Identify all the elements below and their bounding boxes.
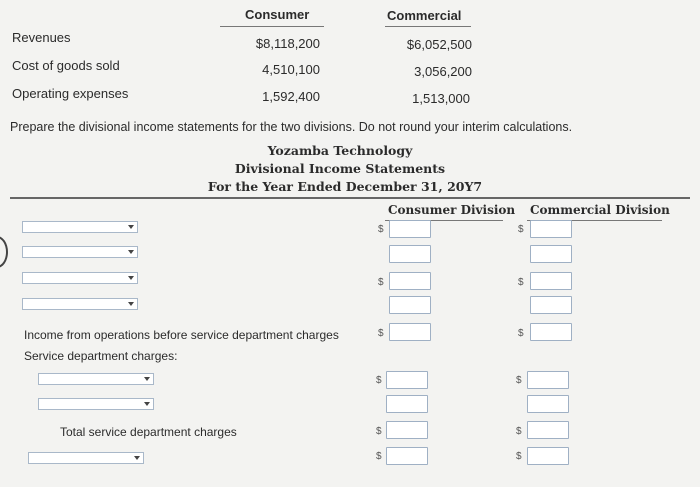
row-opex-label: Operating expenses — [12, 86, 129, 101]
consumer-final-input[interactable] — [386, 447, 428, 465]
row-cogs-label: Cost of goods sold — [12, 58, 120, 73]
row-cogs-consumer: 4,510,100 — [262, 62, 320, 77]
total-service-charges-label: Total service department charges — [60, 425, 237, 439]
commercial-header-rule — [385, 26, 471, 27]
commercial-input-1[interactable] — [530, 220, 572, 238]
statement-period: For the Year Ended December 31, 20Y7 — [207, 179, 483, 194]
col-header-commercial: Commercial Division — [530, 203, 670, 217]
service-dept-select-1[interactable] — [38, 373, 154, 385]
currency-symbol: $ — [516, 375, 522, 386]
row-cogs-commercial: 3,056,200 — [414, 64, 472, 79]
consumer-header-rule — [220, 26, 324, 27]
currency-symbol: $ — [378, 328, 384, 339]
commercial-final-input[interactable] — [527, 447, 569, 465]
currency-symbol: $ — [518, 277, 524, 288]
row-opex-consumer: 1,592,400 — [262, 89, 320, 104]
row-opex-commercial: 1,513,000 — [412, 91, 470, 106]
final-line-select[interactable] — [28, 452, 144, 464]
commercial-input-4[interactable] — [530, 296, 572, 314]
row-revenues-consumer: $8,118,200 — [255, 36, 320, 51]
consumer-input-2[interactable] — [389, 245, 431, 263]
statement-title: Divisional Income Statements — [234, 161, 446, 176]
line-item-select-3[interactable] — [22, 272, 138, 284]
commercial-input-income[interactable] — [530, 323, 572, 341]
consumer-service-input-1[interactable] — [386, 371, 428, 389]
commercial-total-service-input[interactable] — [527, 421, 569, 439]
line-item-select-1[interactable] — [22, 221, 138, 233]
scroll-indicator-circle — [0, 236, 8, 268]
consumer-input-income[interactable] — [389, 323, 431, 341]
currency-symbol: $ — [378, 277, 384, 288]
service-charges-label: Service department charges: — [24, 349, 178, 363]
currency-symbol: $ — [518, 224, 524, 235]
currency-symbol: $ — [378, 224, 384, 235]
currency-symbol: $ — [376, 375, 382, 386]
row-revenues-label: Revenues — [12, 30, 71, 45]
currency-symbol: $ — [518, 328, 524, 339]
commercial-input-3[interactable] — [530, 272, 572, 290]
line-item-select-2[interactable] — [22, 246, 138, 258]
instructions-text: Prepare the divisional income statements for the two divisions. Do not round your interim calculations. — [10, 120, 573, 134]
currency-symbol: $ — [376, 451, 382, 462]
commercial-input-2[interactable] — [530, 245, 572, 263]
consumer-service-input-2[interactable] — [386, 395, 428, 413]
col-header-consumer: Consumer Division — [388, 203, 516, 217]
header-consumer: Consumer — [245, 7, 310, 22]
line-item-select-4[interactable] — [22, 298, 138, 310]
heading-rule — [10, 197, 690, 199]
consumer-input-3[interactable] — [389, 272, 431, 290]
header-commercial: Commercial — [387, 8, 462, 23]
consumer-input-4[interactable] — [389, 296, 431, 314]
company-name: Yozamba Technology — [267, 143, 413, 158]
currency-symbol: $ — [516, 426, 522, 437]
currency-symbol: $ — [376, 426, 382, 437]
row-revenues-commercial: $6,052,500 — [406, 37, 472, 52]
consumer-input-1[interactable] — [389, 220, 431, 238]
consumer-total-service-input[interactable] — [386, 421, 428, 439]
currency-symbol: $ — [516, 451, 522, 462]
commercial-service-input-1[interactable] — [527, 371, 569, 389]
commercial-service-input-2[interactable] — [527, 395, 569, 413]
service-dept-select-2[interactable] — [38, 398, 154, 410]
income-before-service-label: Income from operations before service department charges — [24, 328, 339, 342]
